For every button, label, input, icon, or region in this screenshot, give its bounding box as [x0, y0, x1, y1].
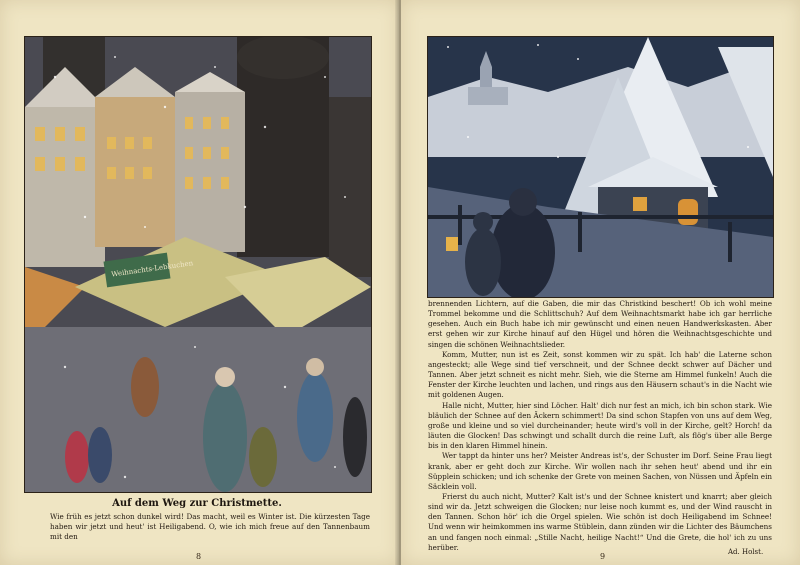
page-number-left: 8	[196, 552, 202, 561]
paragraph: Wer tappt da hinter uns her? Meister Andreas ist's, der Schuster im Dorf. Seine Frau liegt krank, aber er geht doch zur Kirche. Wir wollen nach ihr sehen heut' abend und ihr ein Süpplein schicken; und ich schenke der Grete von meinen Sachen, von Nüssen und Äpfeln ein Säcklein voll.	[428, 451, 772, 491]
christmas-market-illustration	[24, 36, 372, 493]
left-page	[0, 0, 399, 565]
page-number-right: 9	[600, 552, 606, 561]
church-walk-illustration	[427, 36, 774, 298]
left-page-text: Wie früh es jetzt schon dunkel wird! Das macht, weil es Winter ist. Die kürzesten Tage haben wir jetzt und heut' ist Heiligabend. O, wie ich mich freue auf den Tannenbaum mit den	[50, 512, 370, 542]
right-page-text	[428, 299, 772, 553]
paragraph: Halle nicht, Mutter, hier sind Löcher. Halt' dich nur fest an mich, ich bin schon stark. Wie bläulich der Schnee auf den Äckern schimmert! Da sind schon Stapfen von uns auf dem Weg, große und kleine und so viel durcheinander; heute wird's voll in der Kirche, gelt? Horch! da läuten die Glocken! Das schwingt und schallt durch die reine Luft, als flög's über alle Berge bis in den klaren Himmel hinein.	[428, 400, 772, 451]
paragraph: brennenden Lichtern, auf die Gaben, die mir das Christkind beschert! Ob ich wohl meine Trommel bekomme und die Schlittschuh? Auf dem Weihnachtsmarkt habe ich gar herrliche gesehen. Auch ein Buch habe ich mir gewünscht und einen neuen Handwerkskasten. Aber erst gehen wir zur Kirche hinauf auf den Hügel und hören die Weihnachtsgeschichte und singen die schönen Weihnachtslieder.	[428, 299, 772, 349]
shop-sign-text: Weihnachts-Lebkuchen	[110, 259, 194, 279]
caption-title: Auf dem Weg zur Christmette.	[112, 498, 282, 509]
paragraph: Frierst du auch nicht, Mutter? Kalt ist's und der Schnee knistert und knarrt; aber gleich sind wir da. Jetzt schweigen die Glocken; nur leise noch kummt es, und der Wind rauscht in den Tannen. Schon hör' ich die Orgel spielen. Wie schön ist doch Heiligabend im Schnee! Und wenn wir heimkommen ins warme Stüblein, dann zünden wir die Lichter des Bäumchens an und fangen noch einmal: „Stille Nacht, heilige Nacht!“ Und die Grete, die hol' ich zu uns herüber.	[428, 491, 772, 552]
author-signature: Ad. Holst.	[728, 548, 764, 556]
paragraph: Komm, Mutter, nun ist es Zeit, sonst kommen wir zu spät. Ich hab' die Laterne schon angesteckt; alle Wege sind tief verschneit, und der Schnee deckt schwer auf Dächer und Tannen. Aber jetzt schneit es nicht mehr. Sieh, wie die Sterne am Himmel funkeln! Auch die Fenster der Kirche leuchten und lachen, und rings aus den Häusern schaut's in die Nacht wie mit goldenen Augen.	[428, 349, 772, 400]
